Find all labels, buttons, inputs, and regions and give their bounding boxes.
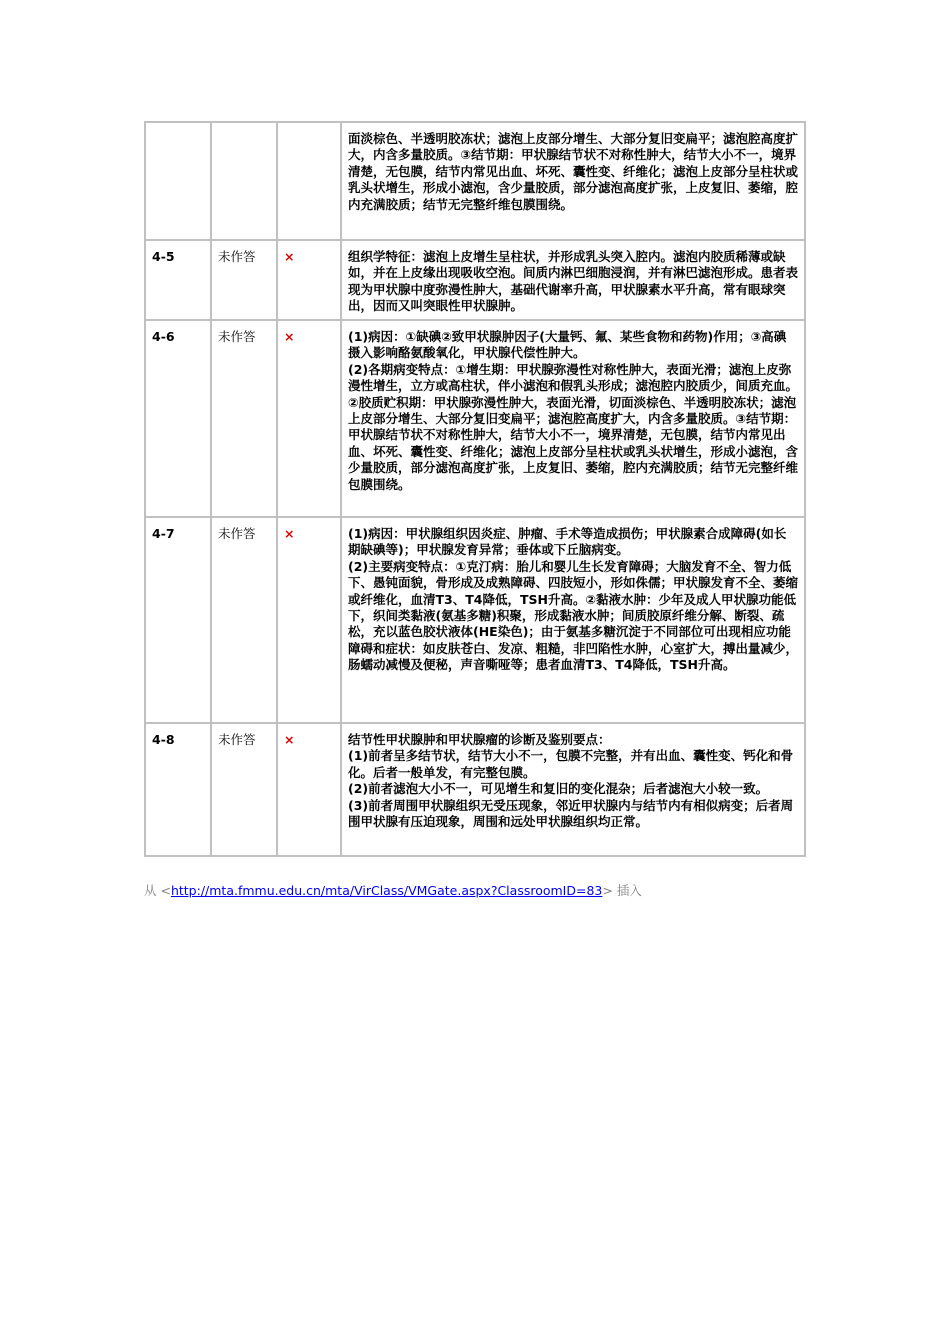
table-row (145, 517, 805, 723)
answer-paragraph: (2)主要病变特点：①克汀病：胎儿和婴儿生长发育障碍；大脑发育不全、智力低下、愚钝面貌，骨形成及成熟障碍、四肢短小，形如侏儒；甲状腺发育不全、萎缩或纤维化，血清T3、T4降低，TSH升高。②黏液水肿：少年及成人甲状腺功能低下，织间类黏液(氨基多糖)积聚，形成黏液水肿；间质胶原纤维分解、断裂、疏松，充以蓝色胶状液体(HE染色)；由于氨基多糖沉淀于不同部位可出现相应功能障碍和症状：如皮肤苍白、发凉、粗糙，非凹陷性水肿，心室扩大，搏出量减少，肠蠕动减慢及便秘，声音嘶哑等；患者血清T3、T4降低，TSH升高。 (348, 558, 799, 673)
answer-paragraph: (1)病因：甲状腺组织因炎症、肿瘤、手术等造成损伤；甲状腺素合成障碍(如长期缺碘等)；甲状腺发育异常；垂体或下丘脑病变。 (348, 526, 787, 558)
wrong-mark-icon: × (277, 320, 341, 517)
answer-paragraph: 面淡棕色、半透明胶冻状；滤泡上皮部分增生、大部分复旧变扁平；滤泡腔高度扩大，内含多量胶质。③结节期：甲状腺结节状不对称性肿大，结节大小不一，境界清楚，无包膜，结节内常见出血、坏死、囊性变、纤维化；滤泡上皮部分呈柱状或乳头状增生，形成小滤泡，含少量胶质，部分滤泡高度扩张，上皮复旧、萎缩，腔内充满胶质；结节无完整纤维包膜围绕。 (348, 131, 799, 212)
answer-paragraph: 结节性甲状腺肿和甲状腺瘤的诊断及鉴别要点： (348, 732, 611, 747)
answer-paragraph: (1)前者呈多结节状，结节大小不一，包膜不完整，并有出血、囊性变、钙化和骨化。后者一般单发，有完整包膜。 (348, 748, 794, 780)
question-id (145, 122, 211, 240)
footer-suffix: > 插入 (602, 883, 642, 898)
answer-status: 未作答 (211, 320, 277, 517)
source-link[interactable]: http://mta.fmmu.edu.cn/mta/VirClass/VMGate.aspx?ClassroomID=83 (170, 883, 603, 898)
answer-paragraph: (1)病因：①缺碘②致甲状腺肿因子(大量钙、氟、某些食物和药物)作用；③高碘摄入影响酪氨酸氧化，甲状腺代偿性肿大。 (348, 329, 787, 361)
answer-paragraph: (2)各期病变特点：①增生期：甲状腺弥漫性对称性肿大，表面光滑；滤泡上皮弥漫性增生，立方或高柱状，伴小滤泡和假乳头形成；滤泡腔内胶质少，间质充血。②胶质贮积期：甲状腺弥漫性肿大，表面光滑，切面淡棕色、半透明胶冻状；滤泡上皮部分增生、大部分复旧变扁平；滤泡腔高度扩大，内含多量胶质。③结节期：甲状腺结节状不对称性肿大，结节大小不一，境界清楚，无包膜，结节内常见出血、坏死、囊性变、纤维化；滤泡上皮部分呈柱状或乳头状增生，形成小滤泡，含少量胶质，部分滤泡高度扩张，上皮复旧、萎缩，腔内充满胶质；结节无完整纤维包膜围绕。 (348, 361, 799, 492)
source-footer (144, 881, 642, 899)
answer-paragraph: (2)前者滤泡大小不一，可见增生和复旧的变化混杂；后者滤泡大小较一致。 (348, 781, 769, 797)
wrong-mark-icon: × (277, 723, 341, 856)
answer-table (144, 121, 806, 857)
answer-text (341, 240, 805, 320)
answer-text (341, 320, 805, 517)
table-row (145, 320, 805, 517)
wrong-mark-icon (277, 122, 341, 240)
table-row (145, 122, 805, 240)
answer-status: 未作答 (211, 517, 277, 723)
answer-text (341, 517, 805, 723)
table-row (145, 240, 805, 320)
question-id: 4-5 (145, 240, 211, 320)
answer-paragraph: 组织学特征：滤泡上皮增生呈柱状，并形成乳头突入腔内。滤泡内胶质稀薄或缺如，并在上皮缘出现吸收空泡。间质内淋巴细胞浸润，并有淋巴滤泡形成。患者表现为甲状腺中度弥漫性肿大，基础代谢率升高，甲状腺素水平升高，常有眼球突出，因而又叫突眼性甲状腺肿。 (348, 249, 799, 314)
footer-prefix: 从 < (144, 883, 171, 898)
answer-status: 未作答 (211, 723, 277, 856)
answer-paragraph: (3)前者周围甲状腺组织无受压现象，邻近甲状腺内与结节内有相似病变；后者周围甲状腺有压迫现象，周围和远处甲状腺组织均正常。 (348, 797, 794, 830)
question-id: 4-6 (145, 320, 211, 517)
answer-text (341, 122, 805, 240)
question-id: 4-7 (145, 517, 211, 723)
wrong-mark-icon: × (277, 240, 341, 320)
table-row (145, 723, 805, 856)
question-id: 4-8 (145, 723, 211, 856)
wrong-mark-icon: × (277, 517, 341, 723)
answer-status (211, 122, 277, 240)
answer-text (341, 723, 805, 856)
answer-status: 未作答 (211, 240, 277, 320)
